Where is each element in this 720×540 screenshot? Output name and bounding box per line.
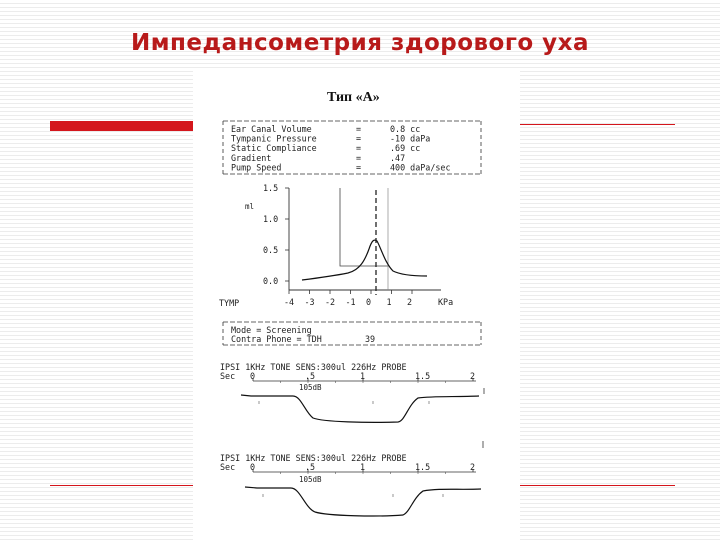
tymp-xtick-label: 0: [366, 297, 372, 307]
reflex-baseline-marks: [263, 494, 443, 497]
measurement-label: Tympanic Pressure: [231, 133, 317, 144]
document-svg: [193, 70, 520, 540]
document-heading: Тип «А»: [327, 90, 380, 105]
reflex-tick-label: 1.5: [415, 462, 431, 472]
measurement-equals: =: [356, 143, 362, 154]
mode-panel: [223, 322, 481, 345]
tymp-ytick-label: 0.0: [263, 276, 279, 286]
reflex-tick-label: 0: [250, 462, 256, 472]
tymp-xtick-label: -3: [304, 297, 315, 307]
reflex-tick-label: .5: [305, 371, 316, 381]
tymp-xlabel-left: TYMP: [219, 298, 240, 308]
reflex-trace: [245, 487, 481, 516]
tymp-xtick-label: -4: [284, 297, 295, 307]
reflex-tick-label: 1: [360, 371, 366, 381]
reflex-header: IPSI 1KHz TONE SENS:300ul 226Hz PROBE: [220, 453, 407, 463]
red-accent-bar: [50, 121, 200, 131]
tymp-ytick-label: 0.5: [263, 245, 279, 255]
tympanogram-curve: [302, 240, 427, 280]
reflex-baseline-marks: [259, 401, 429, 404]
measurement-label: Gradient: [231, 152, 272, 163]
mode-line-2-value: 39: [365, 334, 376, 344]
compliance-box: [340, 188, 388, 266]
measurement-label: Static Compliance: [231, 143, 317, 154]
reflex-tick-label: 2: [470, 371, 476, 381]
slide-title: Импедансометрия здорового уха: [130, 30, 590, 56]
red-rule-bottom-left: [50, 485, 200, 486]
measurement-equals: =: [356, 133, 362, 144]
measurement-label: Pump Speed: [231, 162, 282, 173]
red-rule-bottom-right: [505, 485, 675, 486]
tymp-ytick-label: 1.5: [263, 183, 279, 193]
reflex-tick-label: 0: [250, 371, 256, 381]
tymp-xtick-label: 2: [407, 297, 413, 307]
tymp-ytick-label: 1.0: [263, 214, 279, 224]
reflex-test-1: [220, 362, 484, 422]
measurement-value: .69 cc: [390, 143, 421, 154]
reflex-level: 105dB: [299, 383, 322, 392]
red-rule-top-right: [505, 124, 675, 125]
mode-line-2-label: Contra Phone = TDH: [231, 334, 322, 344]
measurement-label: Ear Canal Volume: [231, 124, 312, 134]
mode-line-1: Mode = Screening: [231, 325, 312, 335]
reflex-level: 105dB: [299, 475, 322, 484]
reflex-tick-label: 2: [470, 462, 476, 472]
tymp-xtick-label: 1: [386, 297, 392, 307]
reflex-header: IPSI 1KHz TONE SENS:300ul 226Hz PROBE: [220, 362, 407, 372]
reflex-axis-label: Sec: [220, 462, 236, 472]
measurement-value: 0.8 cc: [390, 124, 421, 134]
reflex-tick-label: 1: [360, 462, 366, 472]
measurement-panel: [223, 121, 481, 174]
tymp-xunit: KPa: [438, 297, 454, 307]
tymp-ylabel: ml: [245, 202, 255, 211]
tympanogram-chart: [219, 183, 453, 308]
measurement-equals: =: [356, 162, 362, 173]
measurement-value: .47: [390, 152, 406, 163]
measurement-equals: =: [356, 124, 362, 134]
reflex-test-2: [220, 441, 483, 516]
reflex-trace: [241, 395, 479, 422]
measurement-equals: =: [356, 152, 362, 163]
tymp-xtick-label: -2: [325, 297, 336, 307]
tymp-xtick-label: -1: [345, 297, 356, 307]
reflex-tick-label: .5: [305, 462, 316, 472]
reflex-tick-label: 1.5: [415, 371, 431, 381]
measurement-value: -10 daPa: [390, 133, 431, 144]
reflex-axis-label: Sec: [220, 371, 236, 381]
scanned-tympanogram-document: [193, 70, 520, 540]
measurement-value: 400 daPa/sec: [390, 162, 451, 173]
